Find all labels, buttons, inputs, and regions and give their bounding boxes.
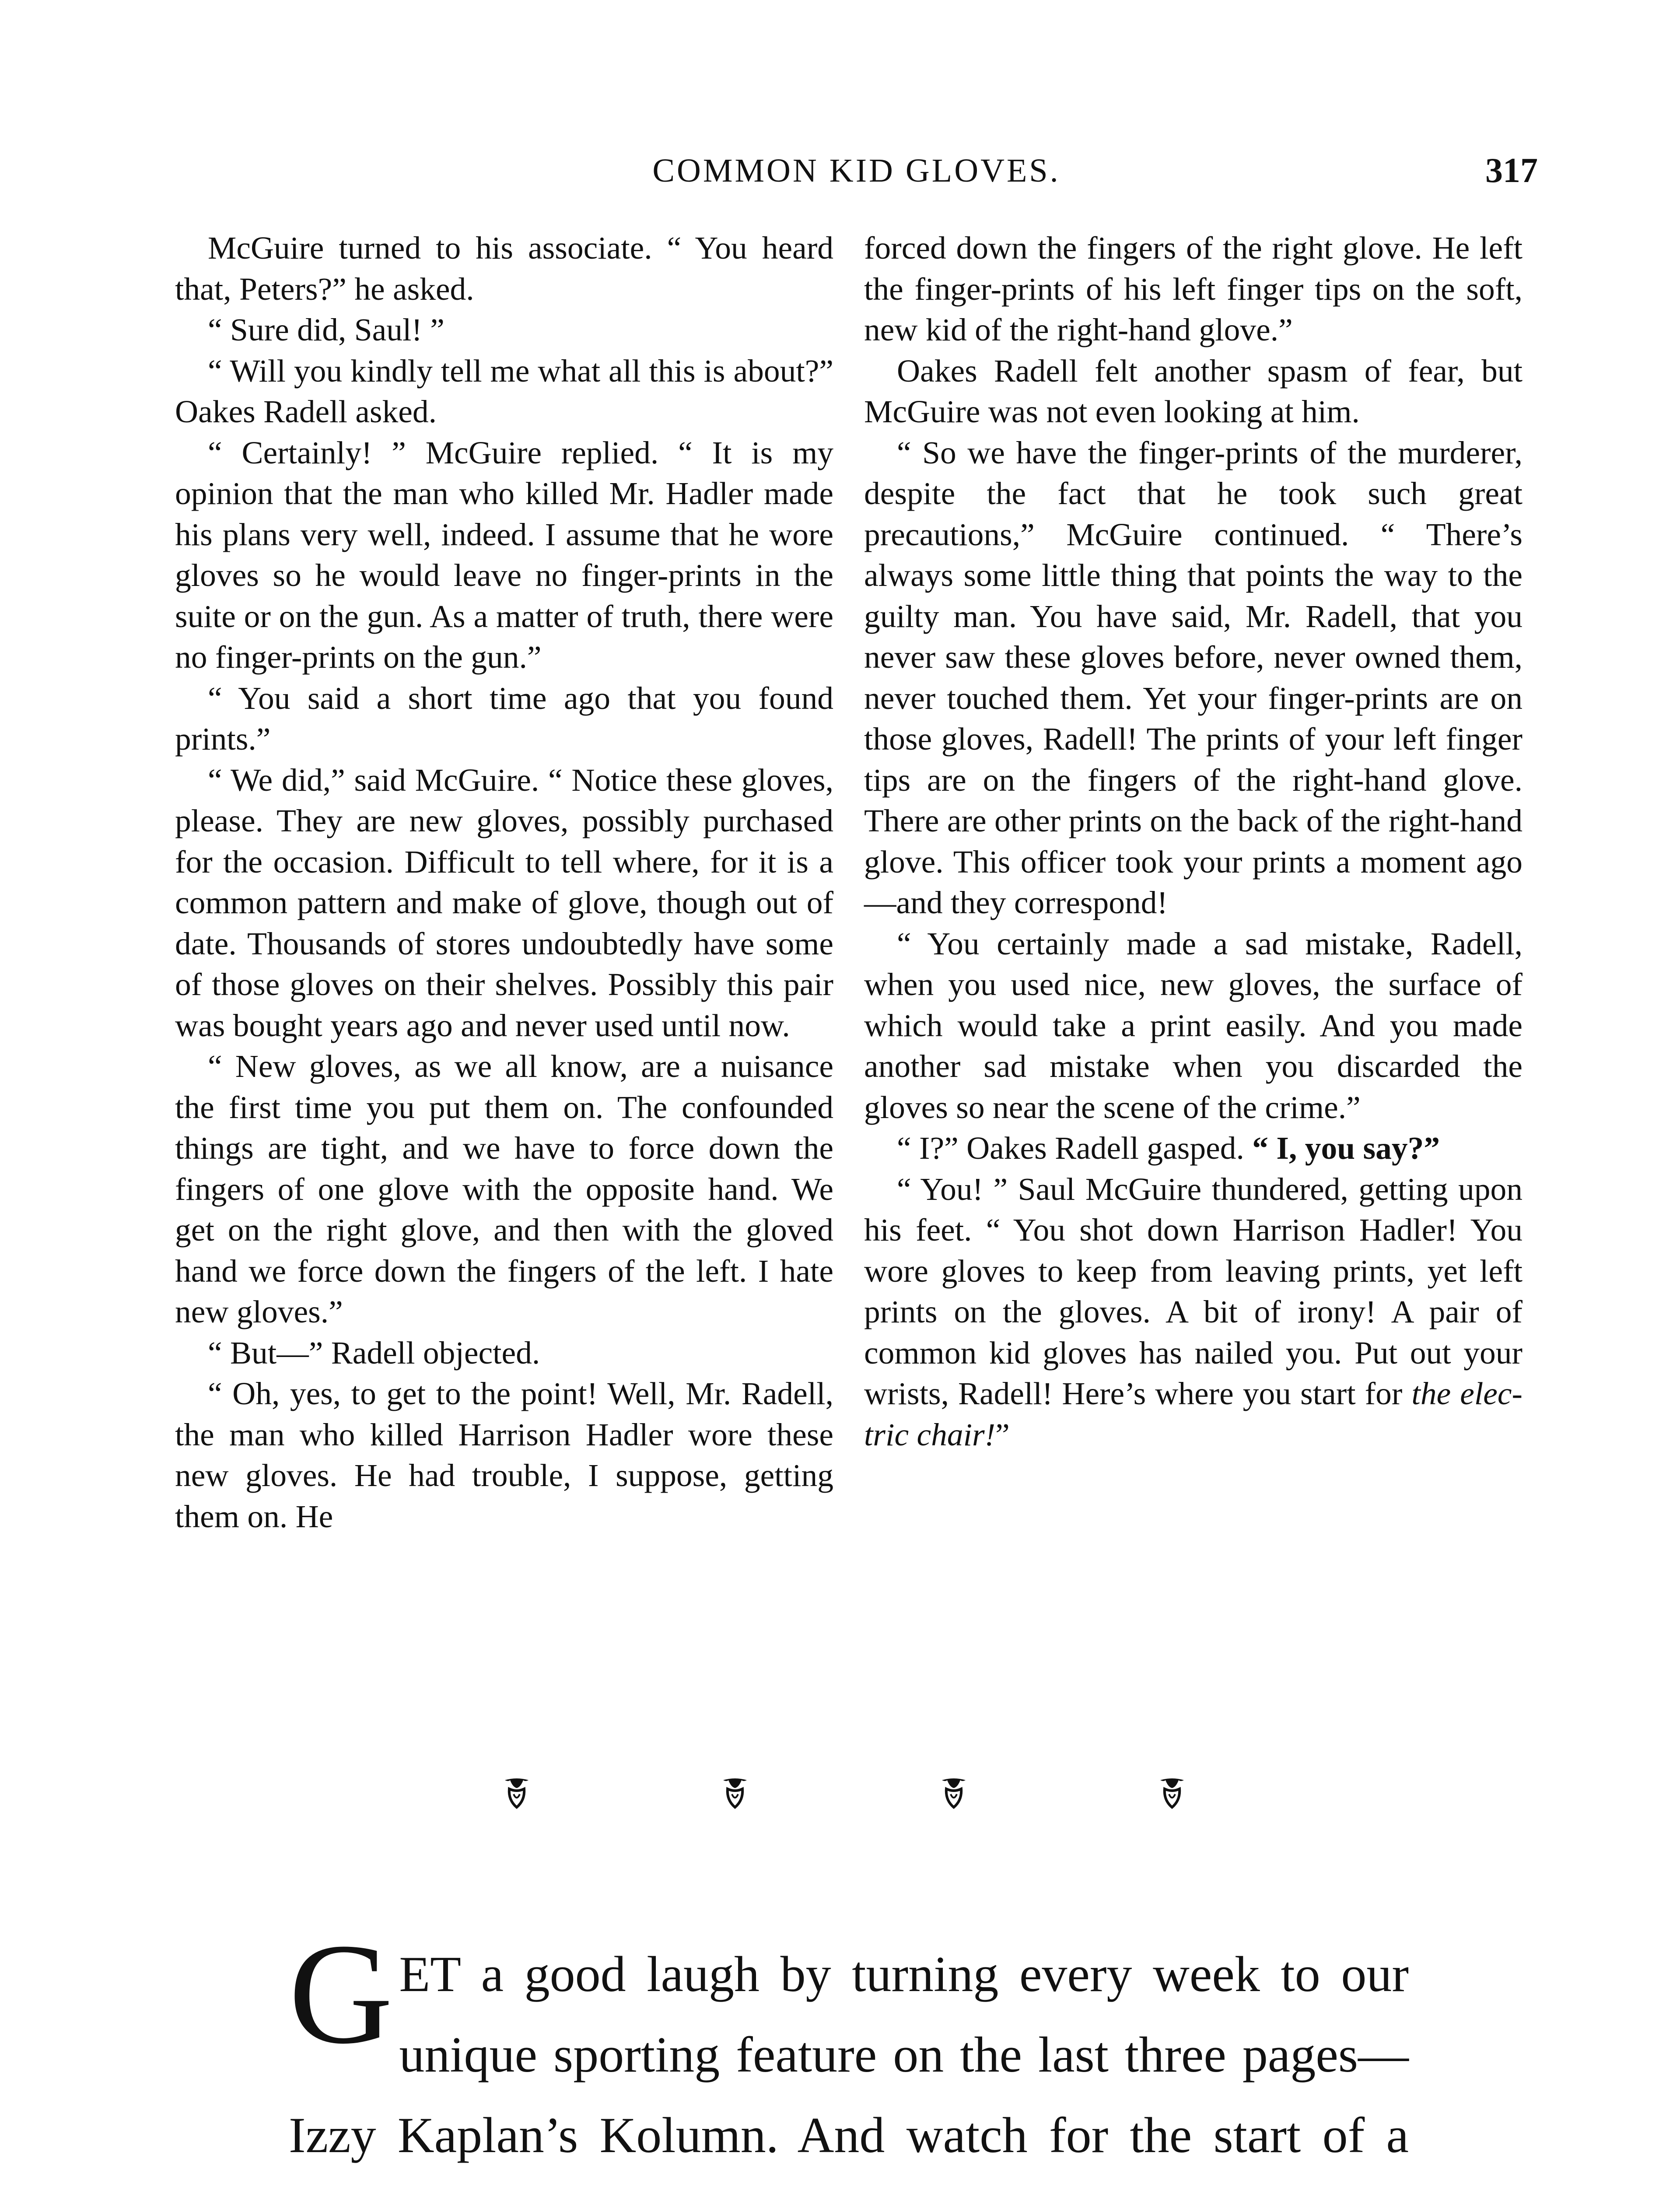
section-ornaments [503,1777,1186,1825]
paragraph: Oakes Radell felt another spasm of fear, but McGuire was not even looking at him. [864,353,1522,429]
paragraph: “ So we have the finger-prints of the murderer, despite the fact that he took such great precautions,” McGuire continued. “ There’s always some little thing that points the way to the guilty man. You have said, Mr. Radell, that you never saw these gloves before, never owned them, never touched them. Yet your finger-prints are on those gloves, Radell! The prints of your left finger tips are on the fingers of the right-hand glove. There are other prints on the back of the right-hand glove. This officer took your prints a moment ago—and they correspond! [864,435,1522,920]
closing-quote: ” [995,1417,1010,1452]
paragraph: “ Certainly! ” McGuire replied. “ It is my opinion that the man who killed Mr. Hadler made his plans very well, indeed. I assume that he wore gloves so he would leave no finger-prints in the suite or on the gun. As a matter of truth, there were no finger-prints on the gun.” [175,435,833,675]
paragraph: McGuire turned to his associate. “ You heard that, Peters?” he asked. [175,230,833,307]
paragraph: “ New gloves, as we all know, are a nuisance the first time you put them on. The confounded things are tight, and we have to force down the fingers of one glove with the opposite hand. We get on the right glove, and then with the gloved hand we force down the fingers of the left. I hate new gloves.” [175,1048,833,1329]
fleuron-ornament-icon [721,1777,749,1809]
paragraph: forced down the fingers of the right glove. He left the finger-prints of his left finger tips on the soft, new kid of the right-hand glove.” [864,230,1522,347]
paragraph: “ We did,” said McGuire. “ Notice these gloves, please. They are new gloves, possibly purchased for the occasion. Difficult to tell where, for it is a common pattern and make of glove, though out of date. Thousands of stores undoubtedly have some of those gloves on their shelves. Possibly this pair was bought years ago and never used until now. [175,762,833,1043]
right-column [864,228,1522,1455]
paragraph [864,1169,1522,1455]
fleuron-ornament-icon [940,1777,967,1809]
paragraph [864,1128,1522,1169]
dialogue-text: “ I?” Oakes Radell gasped. [897,1130,1244,1166]
left-column [175,228,833,1537]
announcement-text: ET a good laugh by turning every week to our unique sporting feature on the last three pages—Izzy Kaplan’s Kolumn. And watch for the start of a [289,1946,1409,2163]
fleuron-ornament-icon [503,1777,530,1809]
paragraph: “ Will you kindly tell me what all this is about?” Oakes Radell asked. [175,353,833,429]
dialogue-text: “ You! ” Saul McGuire thundered, getting upon his feet. “ You shot down Harrison Hadler! You wore gloves to keep from leaving prints, yet left prints on the gloves. A bit of irony! A pair of common kid gloves has nailed you. Put out your wrists, Radell! Here’s where you start for [864,1171,1522,1411]
italic-text: the electric chair! [864,1376,1523,1452]
running-title: COMMON KID GLOVES. [652,152,1060,189]
emphasis-text: “ I, you say?” [1252,1130,1440,1166]
fleuron-ornament-icon [1158,1777,1186,1809]
page-number: 317 [1485,151,1538,190]
paragraph: “ But—” Radell objected. [208,1335,540,1371]
paragraph: “ Sure did, Saul! ” [208,312,444,347]
drop-cap: G [289,1914,393,2074]
paragraph: “ You said a short time ago that you found prints.” [175,680,833,757]
paragraph: “ Oh, yes, to get to the point! Well, Mr. Radell, the man who killed Harrison Hadler wore these new gloves. He had trouble, I suppose, getting them on. He [175,1376,833,1534]
page-header [175,144,1538,197]
paragraph: “ You certainly made a sad mistake, Radell, when you used nice, new gloves, the surface of which would take a print easily. And you made another sad mistake when you discarded the gloves so near the scene of the crime.” [864,926,1522,1125]
announcement-box [289,1914,1409,2188]
